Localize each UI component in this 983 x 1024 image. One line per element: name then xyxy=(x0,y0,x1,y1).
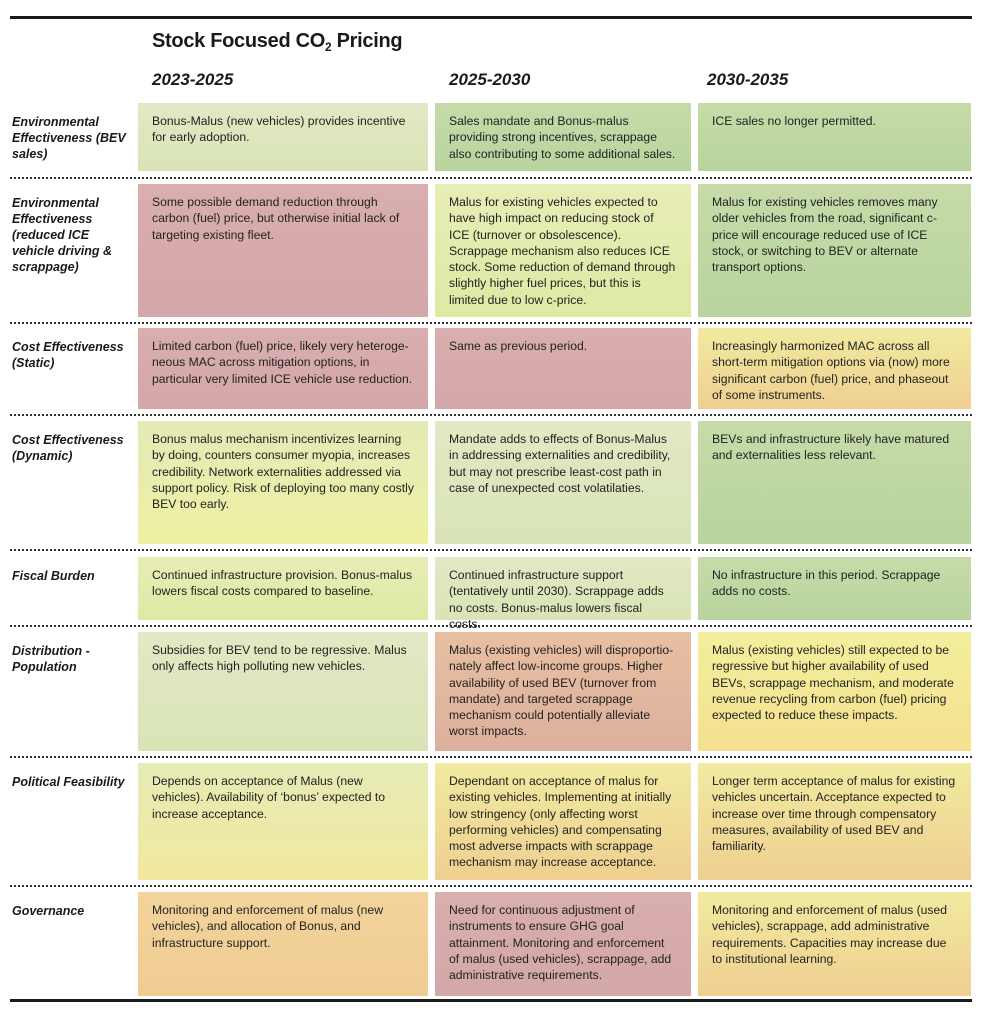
cell-cost-static-2025: Same as previous period. xyxy=(435,328,691,409)
cell-fiscal-2025: Continued infrastructure support (tentatively until 2030). Scrappage adds no costs. Bonus-malus lowers fiscal costs. xyxy=(435,557,691,620)
cell-bev-sales-2025: Sales mandate and Bonus-malus providing strong incentives, scrappage also contributing to some additional sales. xyxy=(435,103,691,171)
row-label-bev-sales: Environmental Effectiveness (BEV sales) xyxy=(12,115,126,161)
column-header-1: 2023-2025 xyxy=(152,70,234,89)
row-separator xyxy=(10,549,972,551)
row-separator xyxy=(10,625,972,627)
cell-fiscal-2023: Continued infrastructure provision. Bonus-malus lowers fiscal costs compared to baseline. xyxy=(138,557,428,620)
cell-governance-2030: Monitoring and enforcement of malus (used vehicles), scrappage, add administrative requirements. Capacities may increase due to institutional learning. xyxy=(698,892,971,996)
cell-distribution-2030: Malus (existing vehicles) still expected to be regressive but higher availability of used BEVs, scrappage mechanism, and moderate revenue recycling from carbon (fuel) pricing expected to reduce these impacts. xyxy=(698,632,971,751)
cell-political-2030: Longer term acceptance of malus for existing vehicles uncertain. Acceptance expected to increase over time through compensatory measures, availability of used BEV and familiarity. xyxy=(698,763,971,880)
row-label-cost-dynamic: Cost Effectiveness (Dynamic) xyxy=(12,433,124,463)
cell-ice-driving-2030: Malus for existing vehicles removes many older vehicles from the road, significant c-price will encourage reduced use of ICE stock, or switching to BEV or alternate transport options. xyxy=(698,184,971,317)
cell-distribution-2025: Malus (existing vehicles) will disproportio-nately affect low-income groups. Higher availability of used BEV (turnover from mandate) and targeted scrappage mechanism could potentially alleviate worst impacts. xyxy=(435,632,691,751)
cell-political-2023: Depends on acceptance of Malus (new vehicles). Availability of ‘bonus’ expected to increase acceptance. xyxy=(138,763,428,880)
cell-fiscal-2030: No infrastructure in this period. Scrappage adds no costs. xyxy=(698,557,971,620)
bottom-rule xyxy=(10,999,972,1002)
row-label-cost-static: Cost Effectiveness (Static) xyxy=(12,340,124,370)
page-title: Stock Focused $CO_2$ Pricing xyxy=(152,30,403,54)
cell-cost-dynamic-2030: BEVs and infrastructure likely have matured and externalities less relevant. xyxy=(698,421,971,544)
cell-cost-static-2023: Limited carbon (fuel) price, likely very heteroge-neous MAC across mitigation options, in particular very limited ICE vehicle use reduction. xyxy=(138,328,428,409)
row-label-ice-driving: Environmental Effectiveness (reduced ICE vehicle driving & scrappage) xyxy=(12,196,113,274)
cell-governance-2025: Need for continuous adjustment of instruments to ensure GHG goal attainment. Monitoring and enforcement of malus (used vehicles), scrappage, add administrative requirements. xyxy=(435,892,691,996)
cell-distribution-2023: Subsidies for BEV tend to be regressive. Malus only affects high polluting new vehicles. xyxy=(138,632,428,751)
cell-political-2025: Dependant on acceptance of malus for existing vehicles. Implementing at initially low stringency (only affecting worst performing vehicles) and compensating most adverse impacts with scrappage mechanism may increase acceptance. xyxy=(435,763,691,880)
row-separator xyxy=(10,322,972,324)
cell-governance-2023: Monitoring and enforcement of malus (new vehicles), and allocation of Bonus, and infrastructure support. xyxy=(138,892,428,996)
row-label-distribution: Distribution - Population xyxy=(12,644,90,674)
cell-ice-driving-2025: Malus for existing vehicles expected to have high impact on reducing stock of ICE (turnover or obsolescence). Scrappage mechanism also reduces ICE stock. Some reduction of demand through slightly higher fuel prices, but this is limited due to low c-price. xyxy=(435,184,691,317)
column-header-2: 2025-2030 xyxy=(449,70,531,89)
cell-ice-driving-2023: Some possible demand reduction through carbon (fuel) price, but otherwise initial lack of targeting existing fleet. xyxy=(138,184,428,317)
top-rule xyxy=(10,16,972,19)
row-label-fiscal: Fiscal Burden xyxy=(12,569,95,583)
cell-bev-sales-2030: ICE sales no longer permitted. xyxy=(698,103,971,171)
cell-cost-static-2030: Increasingly harmonized MAC across all short-term mitigation options via (now) more significant carbon (fuel) price, and phaseout of some instruments. xyxy=(698,328,971,409)
column-header-3: 2030-2035 xyxy=(707,70,789,89)
row-separator xyxy=(10,414,972,416)
cell-cost-dynamic-2023: Bonus malus mechanism incentivizes learning by doing, counters consumer myopia, increases credibility. Network externalities addressed via support policy. Risk of deploying too many costly BEV too early. xyxy=(138,421,428,544)
cell-bev-sales-2023: Bonus-Malus (new vehicles) provides incentive for early adoption. xyxy=(138,103,428,171)
cell-cost-dynamic-2025: Mandate adds to effects of Bonus-Malus in addressing externalities and credibility, but may not prescribe least-cost path in case of unexpected cost volatilaties. xyxy=(435,421,691,544)
row-separator xyxy=(10,756,972,758)
row-separator xyxy=(10,885,972,887)
row-label-governance: Governance xyxy=(12,904,85,918)
row-separator xyxy=(10,177,972,179)
row-label-political: Political Feasibility xyxy=(12,775,125,789)
